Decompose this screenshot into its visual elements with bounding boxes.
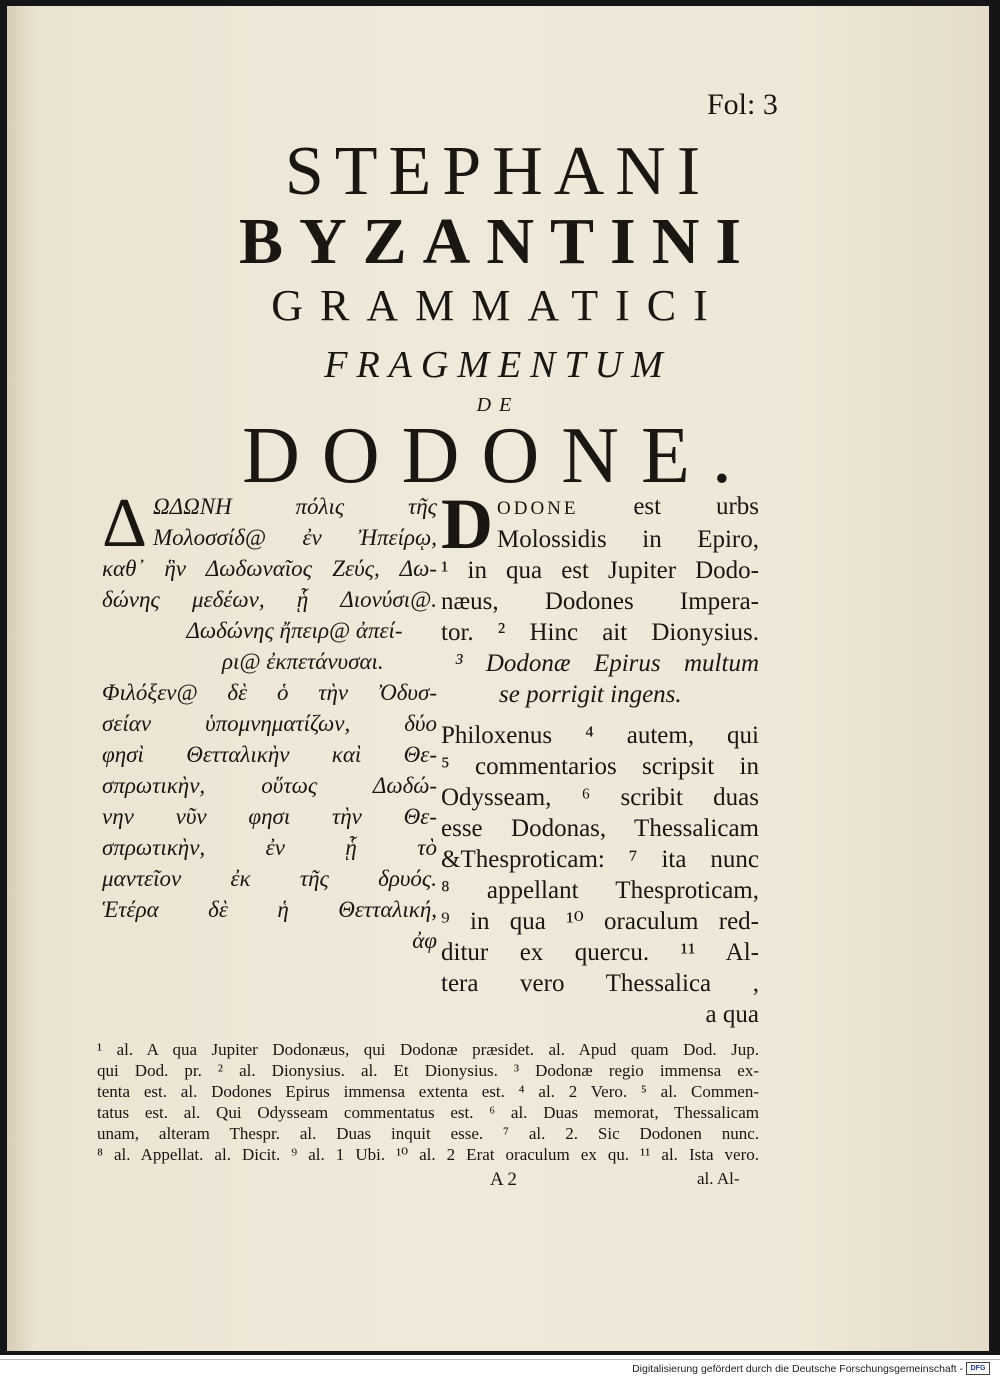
latin-line: Odysseam, ⁶ scribit duas xyxy=(441,784,759,811)
title-line-6: DODONE. xyxy=(242,412,754,500)
greek-line: σπρωτικὴν, ἐν ᾗ τὸ xyxy=(102,835,437,860)
signature-mark: A 2 xyxy=(490,1169,517,1190)
latin-line: ¹ in qua est Jupiter Dodo- xyxy=(441,557,759,584)
greek-drop-initial: Δ xyxy=(102,485,148,562)
latin-line: a qua xyxy=(705,1001,759,1028)
latin-line: &Thesproticam: ⁷ ita nunc xyxy=(441,846,759,873)
funding-credit-text: Digitalisierung gefördert durch die Deutsche Forschungsgemeinschaft - xyxy=(632,1362,963,1375)
greek-line: μαντεῖον ἐκ τῆς δρυός. xyxy=(102,866,437,891)
dfg-logo-icon[interactable]: DFG xyxy=(966,1362,990,1375)
footnote-line: unam, alteram Thespr. al. Duas inquit esse. ⁷ al. 2. Sic Dodonen nunc. xyxy=(97,1124,759,1143)
latin-line: ⁵ commentarios scripsit in xyxy=(441,753,759,780)
greek-column xyxy=(102,485,437,956)
latin-smallcaps: ODONE xyxy=(497,498,579,519)
footnote-line: tatus est. al. Qui Odysseam commentatus est. ⁶ al. Duas memorat, Thessalicam xyxy=(97,1103,759,1122)
greek-line: Δωδώνης ἤπειρ@ ἀπεί- xyxy=(186,618,403,643)
latin-line: esse Dodonas, Thessalicam xyxy=(441,815,759,842)
footnotes xyxy=(97,1039,759,1165)
greek-line: καθ᾽ ἣν Δωδωναῖος Ζεύς, Δω- xyxy=(102,556,437,581)
book-page xyxy=(7,6,989,1351)
footnote-line: ¹ al. A qua Jupiter Dodonæus, qui Dodonæ præsidet. al. Apud quam Dod. Jup. xyxy=(97,1040,759,1059)
title-line-5: DE xyxy=(476,394,520,416)
latin-verse-line: se porrigit ingens. xyxy=(499,681,682,708)
latin-column xyxy=(441,484,759,1030)
greek-line: δώνης μεδέων, ᾗ Διονύσι@. xyxy=(102,587,437,612)
title-line-1: STEPHANI xyxy=(284,133,712,210)
footnote-line: tenta est. al. Dodones Epirus immensa extenta est. ⁴ al. 2 Vero. ⁵ al. Commen- xyxy=(97,1082,759,1101)
folio-number: Fol: 3 xyxy=(707,88,778,121)
latin-line-text: est urbs xyxy=(578,493,759,520)
funding-credit xyxy=(632,1362,990,1375)
greek-line: ΩΔΩΝΗ πόλις τῆς xyxy=(153,494,437,519)
latin-line: Molossidis in Epiro, xyxy=(497,526,759,553)
greek-line: νην νῦν φησι τὴν Θε- xyxy=(102,804,437,829)
greek-line: σπρωτικὴν, οὕτως Δωδώ- xyxy=(102,773,437,798)
latin-line: Philoxenus ⁴ autem, qui xyxy=(441,722,759,749)
greek-line: Μολοσσίδ@ ἐν Ἠπείρῳ, xyxy=(153,525,437,550)
footnote-line: ⁸ al. Appellat. al. Dicit. ⁹ al. 1 Ubi. ¹⁰ al. 2 Erat oraculum ex qu. ¹¹ al. Ista vero. xyxy=(97,1145,759,1164)
footnote-line: qui Dod. pr. ² al. Dionysius. al. Et Dionysius. ³ Dodonæ regio immensa ex- xyxy=(97,1061,759,1080)
latin-verse-line: ³ Dodonæ Epirus multum xyxy=(455,650,759,677)
latin-line: ⁸ appellant Thesproticam, xyxy=(441,877,759,904)
latin-line: tera vero Thessalica , xyxy=(441,970,759,997)
title-line-2: BYZANTINI xyxy=(238,205,758,278)
footer-rule xyxy=(0,1359,1000,1360)
latin-drop-initial: D xyxy=(441,484,493,564)
title-line-4: FRAGMENTUM xyxy=(324,344,672,386)
greek-line: φησὶ Θετταλικὴν καὶ Θε- xyxy=(102,742,437,767)
greek-line: σείαν ὑπομνηματίζων, δύο xyxy=(102,711,437,736)
greek-line: ἀφ xyxy=(412,928,437,953)
latin-line: tor. ² Hinc ait Dionysius. xyxy=(441,619,759,646)
greek-line: Φιλόξεν@ δὲ ὁ τὴν Ὀδυσ- xyxy=(102,680,437,705)
title-line-3: GRAMMATICI xyxy=(271,281,725,330)
latin-line: ⁹ in qua ¹⁰ oraculum red- xyxy=(441,908,759,935)
latin-line: ditur ex quercu. ¹¹ Al- xyxy=(441,939,759,966)
greek-line: Ἑτέρα δὲ ἡ Θετταλική, xyxy=(102,897,437,922)
catchword: al. Al- xyxy=(697,1169,740,1188)
greek-line: ρι@ ἐκπετάνυσαι. xyxy=(222,649,384,674)
latin-line: næus, Dodones Impera- xyxy=(441,588,759,615)
